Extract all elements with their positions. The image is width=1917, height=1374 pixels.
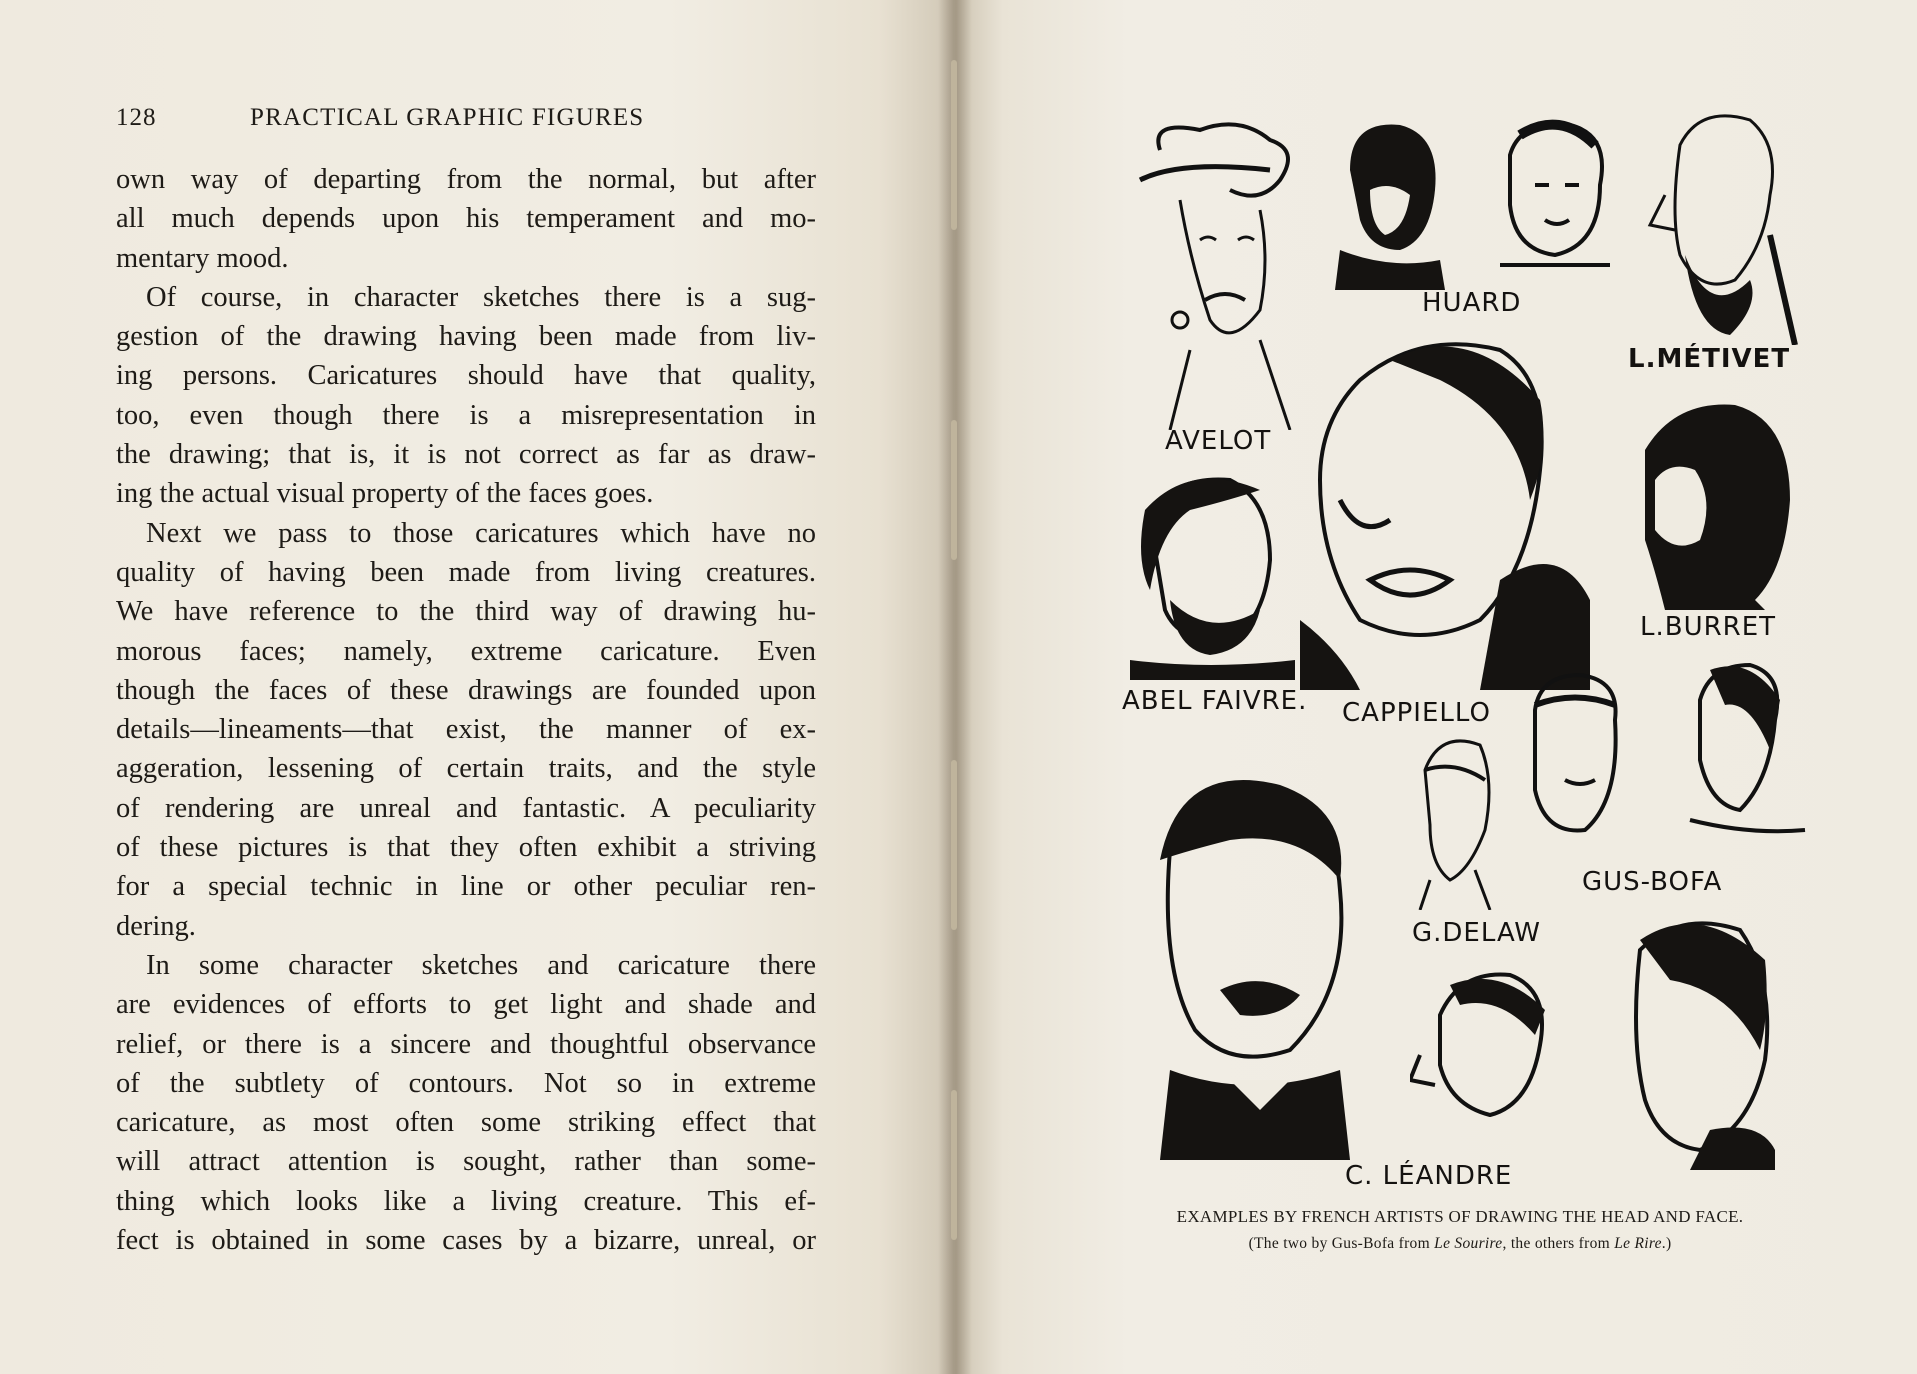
text-line: of these pictures is that they often exhibit a striving [116, 832, 816, 864]
body-text [116, 160, 816, 1260]
text-line: mentary mood. [116, 242, 289, 274]
gus-bofa-caricature-2 [1670, 660, 1810, 850]
artist-label-cappiello: CAPPIELLO [1342, 698, 1491, 728]
text-line: Next we pass to those caricatures which have no [146, 517, 816, 549]
delaw-caricature [1395, 730, 1505, 910]
text-line: We have reference to the third way of drawing hu- [116, 596, 816, 628]
artist-label-avelot: AVELOT [1165, 426, 1272, 456]
running-head-title: PRACTICAL GRAPHIC FIGURES [250, 104, 645, 131]
text-line: dering. [116, 910, 196, 942]
cappiello-caricature [1300, 320, 1590, 690]
text-line: all much depends upon his temperament and mo- [116, 203, 816, 235]
caption-source-middle: , the others from [1502, 1235, 1615, 1252]
huard-caricature-1 [1330, 110, 1450, 290]
text-line: thing which looks like a living creature. This ef- [116, 1185, 816, 1217]
text-line: quality of having been made from living creatures. [116, 556, 816, 588]
text-line: Of course, in character sketches there is a sug- [146, 281, 816, 313]
text-line: too, even though there is a misrepresentation in [116, 399, 816, 431]
text-line: aggeration, lessening of certain traits, and the style [116, 753, 816, 785]
text-line: will attract attention is sought, rather than some- [116, 1146, 816, 1178]
page-number: 128 [116, 104, 157, 131]
text-line: caricature, as most often some striking effect that [116, 1107, 816, 1139]
artist-label-gus-bofa: GUS-BOFA [1582, 867, 1723, 897]
text-line: are evidences of efforts to get light and shade and [116, 989, 816, 1021]
binding-stitch [951, 60, 957, 230]
artist-label-abel-faivre: ABEL FAIVRE. [1122, 686, 1308, 716]
text-line: though the faces of these drawings are founded upon [116, 674, 816, 706]
avelot-caricature [1120, 110, 1320, 430]
text-line: ing the actual visual property of the faces goes. [116, 478, 654, 510]
abel-faivre-caricature [1120, 470, 1300, 680]
leandre-caricature-1 [1140, 770, 1360, 1160]
text-line: the drawing; that is, it is not correct as far as draw- [116, 439, 816, 471]
caption-source [1080, 1235, 1840, 1253]
leandre-caricature-3 [1600, 910, 1775, 1170]
text-line: morous faces; namely, extreme caricature. Even [116, 635, 816, 667]
binding-stitch [951, 420, 957, 560]
leandre-caricature-2 [1410, 965, 1560, 1145]
artist-label-huard: HUARD [1422, 288, 1522, 318]
text-line: of the subtlety of contours. Not so in extreme [116, 1067, 816, 1099]
caption-source-prefix: (The two by Gus-Bofa from [1248, 1235, 1435, 1252]
text-line: In some character sketches and caricature there [146, 949, 816, 981]
artist-label-delaw: G.DELAW [1412, 918, 1542, 948]
text-line: relief, or there is a sincere and thoughtful observance [116, 1028, 816, 1060]
binding-stitch [951, 1090, 957, 1240]
figure-caption [1080, 1207, 1840, 1253]
caption-source-le-rire: Le Rire [1614, 1235, 1662, 1252]
text-line: details—lineaments—that exist, the manner of ex- [116, 714, 816, 746]
metivet-caricature [1640, 105, 1800, 345]
huard-caricature-2 [1490, 115, 1620, 285]
caption-source-le-sourire: Le Sourire [1434, 1235, 1503, 1252]
caption-main: EXAMPLES BY FRENCH ARTISTS OF DRAWING THE HEAD AND FACE. [1176, 1207, 1744, 1226]
burret-caricature [1615, 390, 1805, 610]
text-line: fect is obtained in some cases by a bizarre, unreal, or [116, 1225, 816, 1257]
artist-label-leandre: C. LÉANDRE [1345, 1161, 1513, 1191]
artist-label-metivet: L.MÉTIVET [1628, 344, 1791, 374]
text-line: of rendering are unreal and fantastic. A peculiarity [116, 792, 816, 824]
text-line: ing persons. Caricatures should have that quality, [116, 360, 816, 392]
artist-label-burret: L.BURRET [1640, 612, 1777, 642]
binding-stitch [951, 760, 957, 930]
gus-bofa-caricature-1 [1515, 670, 1635, 850]
text-line: gestion of the drawing having been made from liv- [116, 321, 816, 353]
text-line: own way of departing from the normal, but after [116, 164, 816, 195]
running-head [116, 104, 816, 140]
caption-source-suffix: .) [1661, 1235, 1672, 1252]
text-line: for a special technic in line or other peculiar ren- [116, 871, 816, 903]
